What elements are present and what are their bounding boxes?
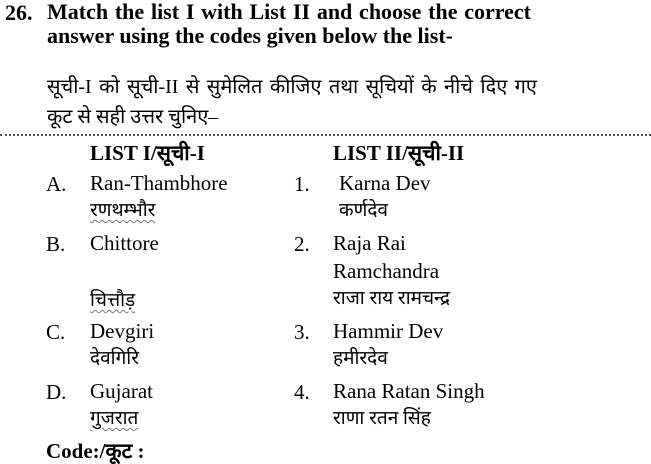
question-number: 26. — [5, 0, 33, 25]
list1-item-a-en: Ran-Thambhore — [90, 171, 228, 195]
list1-letter-b: B. — [46, 232, 66, 256]
list2-item-4-hi: राणा रतन सिंह — [333, 408, 431, 429]
code-label: Code:/कूट : — [46, 439, 145, 463]
list2-item-1-hi: कर्णदेव — [339, 200, 388, 221]
list2-item-3-hi: हमीरदेव — [333, 348, 388, 369]
list2-item-4 — [333, 377, 485, 433]
list2-item-2-en: Raja Rai Ramchandra — [333, 231, 440, 283]
list2-item-1-en: Karna Dev — [339, 171, 431, 195]
list1-letter-a: A. — [46, 172, 67, 196]
list2-num-2: 2. — [294, 232, 310, 256]
dotted-divider — [0, 134, 651, 136]
list1-item-b — [90, 229, 159, 257]
list1-item-a-hi: रणथम्भौर — [90, 200, 156, 221]
list2-num-4: 4. — [294, 380, 310, 404]
list2-header: LIST II/सूची-II — [333, 141, 465, 165]
list1-item-c — [90, 317, 154, 373]
list1-item-c-en: Devgiri — [90, 319, 155, 343]
list1-item-c-hi: देवगिरि — [90, 348, 139, 369]
list2-num-3: 3. — [294, 320, 310, 344]
list1-header: LIST I/सूची-I — [90, 141, 205, 165]
list2-item-4-en: Rana Ratan Singh — [333, 379, 485, 403]
list2-item-3-en: Hammir Dev — [333, 319, 444, 343]
list2-item-1 — [339, 169, 431, 225]
list1-item-d-en: Gujarat — [90, 379, 153, 403]
list1-item-d-hi: गुजरात — [90, 408, 139, 429]
list1-item-b-en: Chittore — [90, 231, 159, 255]
list2-item-3 — [333, 317, 443, 373]
list2-item-2 — [333, 229, 503, 313]
list2-item-2-hi: राजा राय रामचन्द्र — [333, 288, 451, 309]
list1-item-d — [90, 377, 153, 433]
list1-item-b-hindi-wrap — [90, 287, 135, 315]
list1-letter-c: C. — [46, 320, 66, 344]
question-text-english: Match the list I with List II and choose the correct answer using the codes given below the list- — [47, 0, 531, 48]
question-text-hindi: सूची-I को सूची-II से सुमेलित कीजिए तथा सूचियों के नीचे दिए गए कूट से सही उत्तर चुनिए– — [47, 76, 537, 128]
list1-letter-d: D. — [46, 380, 67, 404]
list1-item-b-hi: चित्तौड़ — [90, 290, 136, 311]
list1-item-a — [90, 169, 228, 225]
list2-num-1: 1. — [294, 172, 310, 196]
